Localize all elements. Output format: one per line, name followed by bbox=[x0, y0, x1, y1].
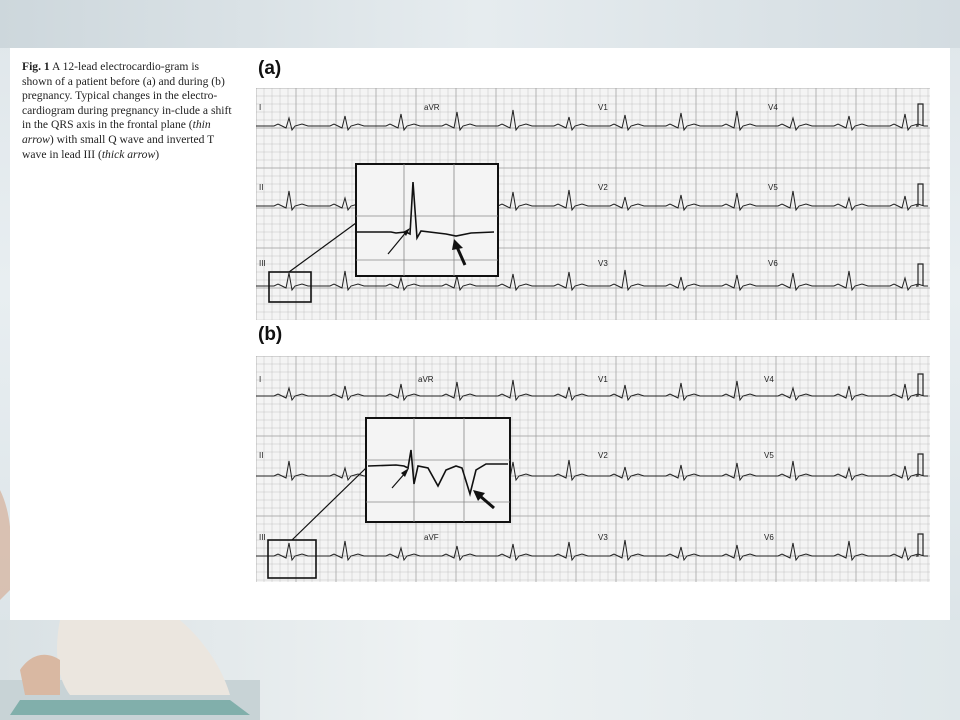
lead-label-a-aVR: aVR bbox=[424, 103, 440, 112]
ecg-panel-b bbox=[256, 356, 930, 582]
caption-fig-label: Fig. 1 bbox=[22, 60, 50, 73]
lead-label-a-V5: V5 bbox=[768, 183, 778, 192]
lead-label-b-III: III bbox=[259, 533, 266, 542]
lead-label-b-V4: V4 bbox=[764, 375, 774, 384]
ecg-panel-a bbox=[256, 88, 930, 320]
panel-label-a: (a) bbox=[258, 58, 282, 79]
lead-label-b-V6: V6 bbox=[764, 533, 774, 542]
lead-label-a-V6: V6 bbox=[768, 259, 778, 268]
lead-label-a-III: III bbox=[259, 259, 266, 268]
background-top bbox=[0, 0, 960, 48]
panel-label-b: (b) bbox=[258, 324, 283, 345]
lead-label-b-V5: V5 bbox=[764, 451, 774, 460]
lead-label-b-aVR: aVR bbox=[418, 375, 434, 384]
inset-magnified-b bbox=[366, 418, 510, 522]
lead-label-b-V3: V3 bbox=[598, 533, 608, 542]
lead-label-a-V2: V2 bbox=[598, 183, 608, 192]
lead-label-b-II: II bbox=[259, 451, 264, 460]
caption-thin-arrow: thin arrow bbox=[22, 118, 211, 146]
lead-label-a-V4: V4 bbox=[768, 103, 778, 112]
caption-text-2: ) with small Q wave and inverted T wave in lead III ( bbox=[22, 132, 215, 161]
caption-text-3: ) bbox=[155, 147, 160, 161]
caption-thick-arrow: thick arrow bbox=[101, 147, 156, 161]
lead-label-a-I: I bbox=[259, 103, 262, 112]
lead-label-a-V3: V3 bbox=[598, 259, 608, 268]
lead-label-a-II: II bbox=[259, 183, 264, 192]
lead-label-a-V1: V1 bbox=[598, 103, 608, 112]
lead-label-b-V2: V2 bbox=[598, 451, 608, 460]
caption-text-1: A 12-lead electrocardio-gram is shown of a patient before (a) and during (b) pregnancy. Typical changes in the electro-cardiogram during pregnancy in-clude a shift in the QRS axis in the frontal plane ( bbox=[22, 60, 232, 132]
lead-label-b-aVF: aVF bbox=[424, 533, 439, 542]
figure-caption bbox=[22, 60, 232, 162]
lead-label-b-I: I bbox=[259, 375, 262, 384]
lead-label-b-V1: V1 bbox=[598, 375, 608, 384]
inset-magnified-a bbox=[356, 164, 498, 276]
